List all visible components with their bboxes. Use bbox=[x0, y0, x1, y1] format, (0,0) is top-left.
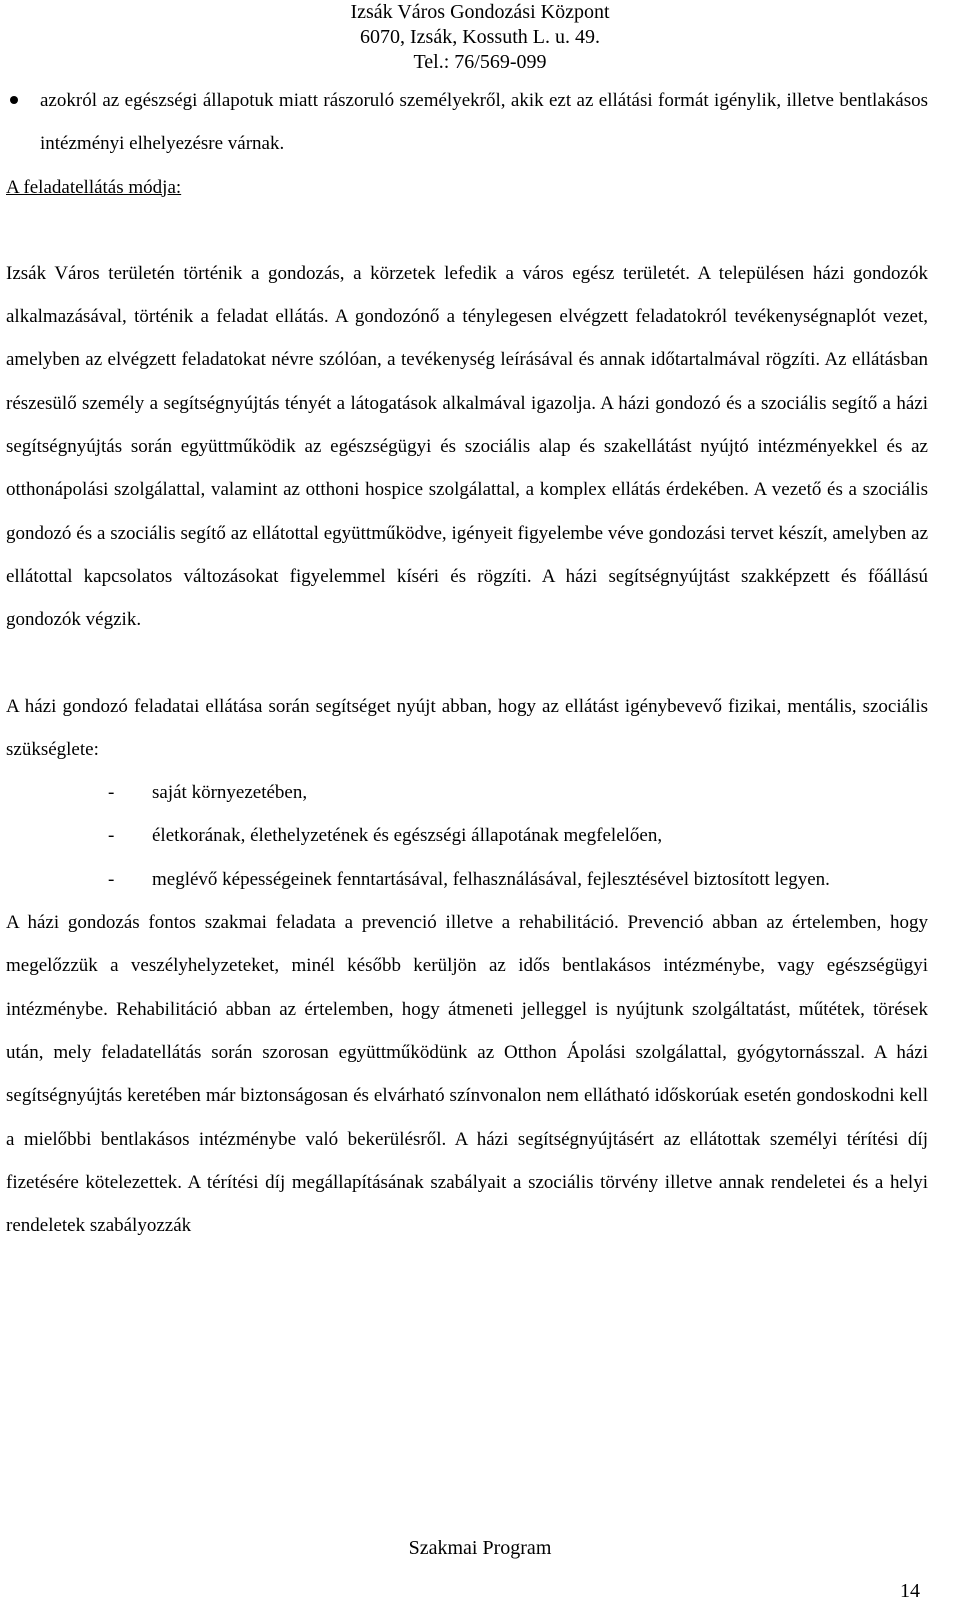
dash-icon: - bbox=[108, 868, 115, 890]
bullet-item bbox=[6, 79, 928, 166]
header-institution: Izsák Város Gondozási Központ bbox=[350, 1, 610, 23]
paragraph-tasks-intro: A házi gondozó feladatai ellátása során segítséget nyújt abban, hogy az ellátást igénybevevő fizikai, mentális, szociális szükséglete: bbox=[6, 695, 928, 760]
bullet-text: azokról az egészségi állapotuk miatt rászoruló személyekről, akik ezt az ellátási formát igénylik, illetve bentlakásos intézményi elhelyezésre várnak. bbox=[40, 90, 928, 155]
spacer bbox=[6, 642, 928, 685]
list-item bbox=[108, 771, 928, 814]
list-item-text: meglévő képességeinek fenntartásával, felhasználásával, fejlesztésével biztosított legyen. bbox=[152, 868, 830, 890]
list-item bbox=[108, 814, 928, 857]
dash-list bbox=[108, 771, 928, 901]
section-title: A feladatellátás módja: bbox=[6, 176, 182, 198]
dash-icon: - bbox=[108, 782, 115, 804]
list-item-text: saját környezetében, bbox=[152, 782, 308, 804]
dash-icon: - bbox=[108, 825, 115, 847]
document-header bbox=[0, 0, 960, 75]
bullet-icon bbox=[10, 96, 18, 104]
paragraph-method: Izsák Város területén történik a gondozás, a körzetek lefedik a város egész területét. A településen házi gondozók alkalmazásával, történik a feladat ellátás. A gondozónő a ténylegesen elvégzett feladatokról tevékenységnaplót vezet, amelyben az elvégzett feladatokat névre szólóan, a tevékenység leírásával és annak időtartalmával rögzíti. Az ellátásban részesülő személy a segítségnyújtás tényét a látogatások alkalmával igazolja. A házi gondozó és a szociális segítő a házi segítségnyújtás során együttműködik az egészségügyi és szociális alap és szakellátást nyújtó intézményekkel és az otthonápolási szolgálattal, valamint az otthoni hospice szolgálattal, a komplex ellátás érdekében. A vezető és a szociális gondozó és a szociális segítő az ellátottal együttműködve, igényeit figyelembe véve gondozási tervet készít, amelyben az ellátottal kapcsolatos változásokat figyelemmel kíséri és rögzíti. A házi segítségnyújtást szakképzett és főállású gondozók végzik. bbox=[6, 262, 928, 631]
page-number: 14 bbox=[900, 1580, 920, 1602]
paragraph-prevention: A házi gondozás fontos szakmai feladata a prevenció illetve a rehabilitáció. Prevenció abban az értelemben, hogy megelőzzük a veszélyhelyzeteket, minél később kerüljön az idős bentlakásos intézménybe, vagy egészségügyi intézménybe. Rehabilitáció abban az értelemben, hogy átmeneti jelleggel is nyújtunk szolgáltatást, műtétek, törések után, mely feladatellátás során szorosan együttműködünk az Otthon Ápolási szolgálattal, gyógytornásszal. A házi segítségnyújtás keretében már biztonságosan és elvárható színvonalon nem ellátható időskorúak esetén gondoskodni kell a mielőbbi bentlakásos intézménybe való bekerülésről. A házi segítségnyújtásért az ellátottak személyi térítési díj fizetésére kötelezettek. A térítési díj megállapításának szabályait a szociális törvény illetve annak rendeletei és a helyi rendeletek szabályozzák bbox=[6, 912, 928, 1237]
list-item-text: életkorának, élethelyzetének és egészségi állapotának megfelelően, bbox=[152, 825, 663, 847]
list-item bbox=[108, 858, 928, 901]
footer-title: Szakmai Program bbox=[408, 1537, 552, 1559]
header-address: 6070, Izsák, Kossuth L. u. 49. bbox=[360, 26, 600, 48]
spacer bbox=[6, 209, 928, 252]
document-body bbox=[6, 79, 928, 1247]
header-phone: Tel.: 76/569-099 bbox=[413, 51, 547, 73]
